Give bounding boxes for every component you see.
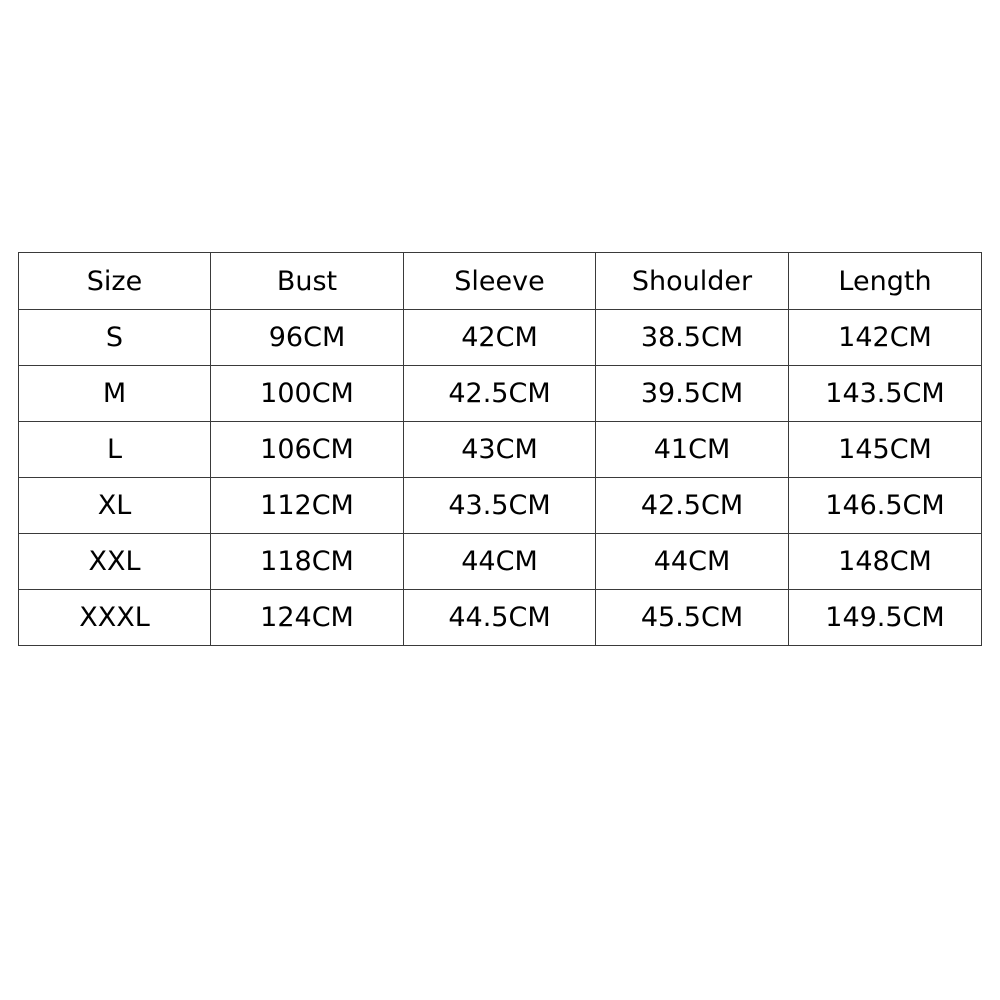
bust-cell: 124CM (211, 590, 404, 646)
size-cell: S (19, 310, 211, 366)
shoulder-cell: 45.5CM (596, 590, 789, 646)
size-cell: XXL (19, 534, 211, 590)
column-header-shoulder: Shoulder (596, 253, 789, 310)
length-cell: 143.5CM (789, 366, 982, 422)
table-header-row (19, 253, 982, 310)
sleeve-cell: 42CM (404, 310, 596, 366)
sleeve-cell: 43CM (404, 422, 596, 478)
shoulder-cell: 44CM (596, 534, 789, 590)
bust-cell: 106CM (211, 422, 404, 478)
sleeve-cell: 44CM (404, 534, 596, 590)
size-cell: L (19, 422, 211, 478)
column-header-bust: Bust (211, 253, 404, 310)
table-row (19, 310, 982, 366)
bust-cell: 112CM (211, 478, 404, 534)
length-cell: 146.5CM (789, 478, 982, 534)
length-cell: 149.5CM (789, 590, 982, 646)
size-cell: XL (19, 478, 211, 534)
column-header-size: Size (19, 253, 211, 310)
table-row (19, 478, 982, 534)
table-row (19, 534, 982, 590)
sleeve-cell: 43.5CM (404, 478, 596, 534)
bust-cell: 118CM (211, 534, 404, 590)
shoulder-cell: 39.5CM (596, 366, 789, 422)
bust-cell: 100CM (211, 366, 404, 422)
size-cell: XXXL (19, 590, 211, 646)
shoulder-cell: 38.5CM (596, 310, 789, 366)
sleeve-cell: 42.5CM (404, 366, 596, 422)
table-row (19, 590, 982, 646)
bust-cell: 96CM (211, 310, 404, 366)
shoulder-cell: 42.5CM (596, 478, 789, 534)
length-cell: 142CM (789, 310, 982, 366)
table-row (19, 366, 982, 422)
size-cell: M (19, 366, 211, 422)
column-header-sleeve: Sleeve (404, 253, 596, 310)
sleeve-cell: 44.5CM (404, 590, 596, 646)
size-chart-table (18, 252, 982, 646)
shoulder-cell: 41CM (596, 422, 789, 478)
length-cell: 145CM (789, 422, 982, 478)
length-cell: 148CM (789, 534, 982, 590)
column-header-length: Length (789, 253, 982, 310)
table-row (19, 422, 982, 478)
